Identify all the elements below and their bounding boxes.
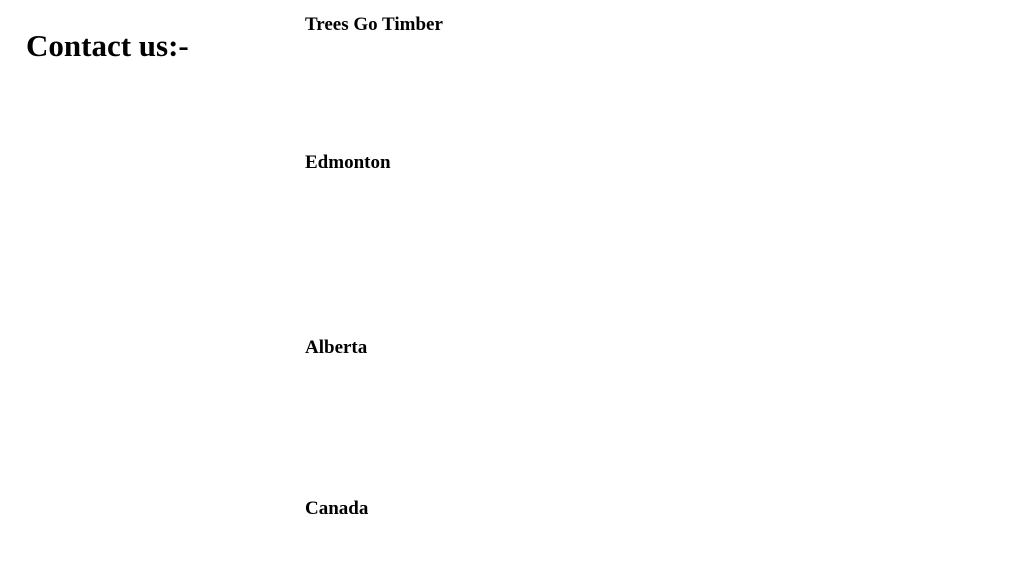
company-name: Trees Go Timber: [305, 14, 443, 35]
address-province: Alberta: [305, 337, 368, 358]
address-city: Edmonton: [305, 152, 391, 173]
address-country: Canada: [305, 498, 369, 519]
contact-heading: Contact us:-: [26, 28, 189, 63]
